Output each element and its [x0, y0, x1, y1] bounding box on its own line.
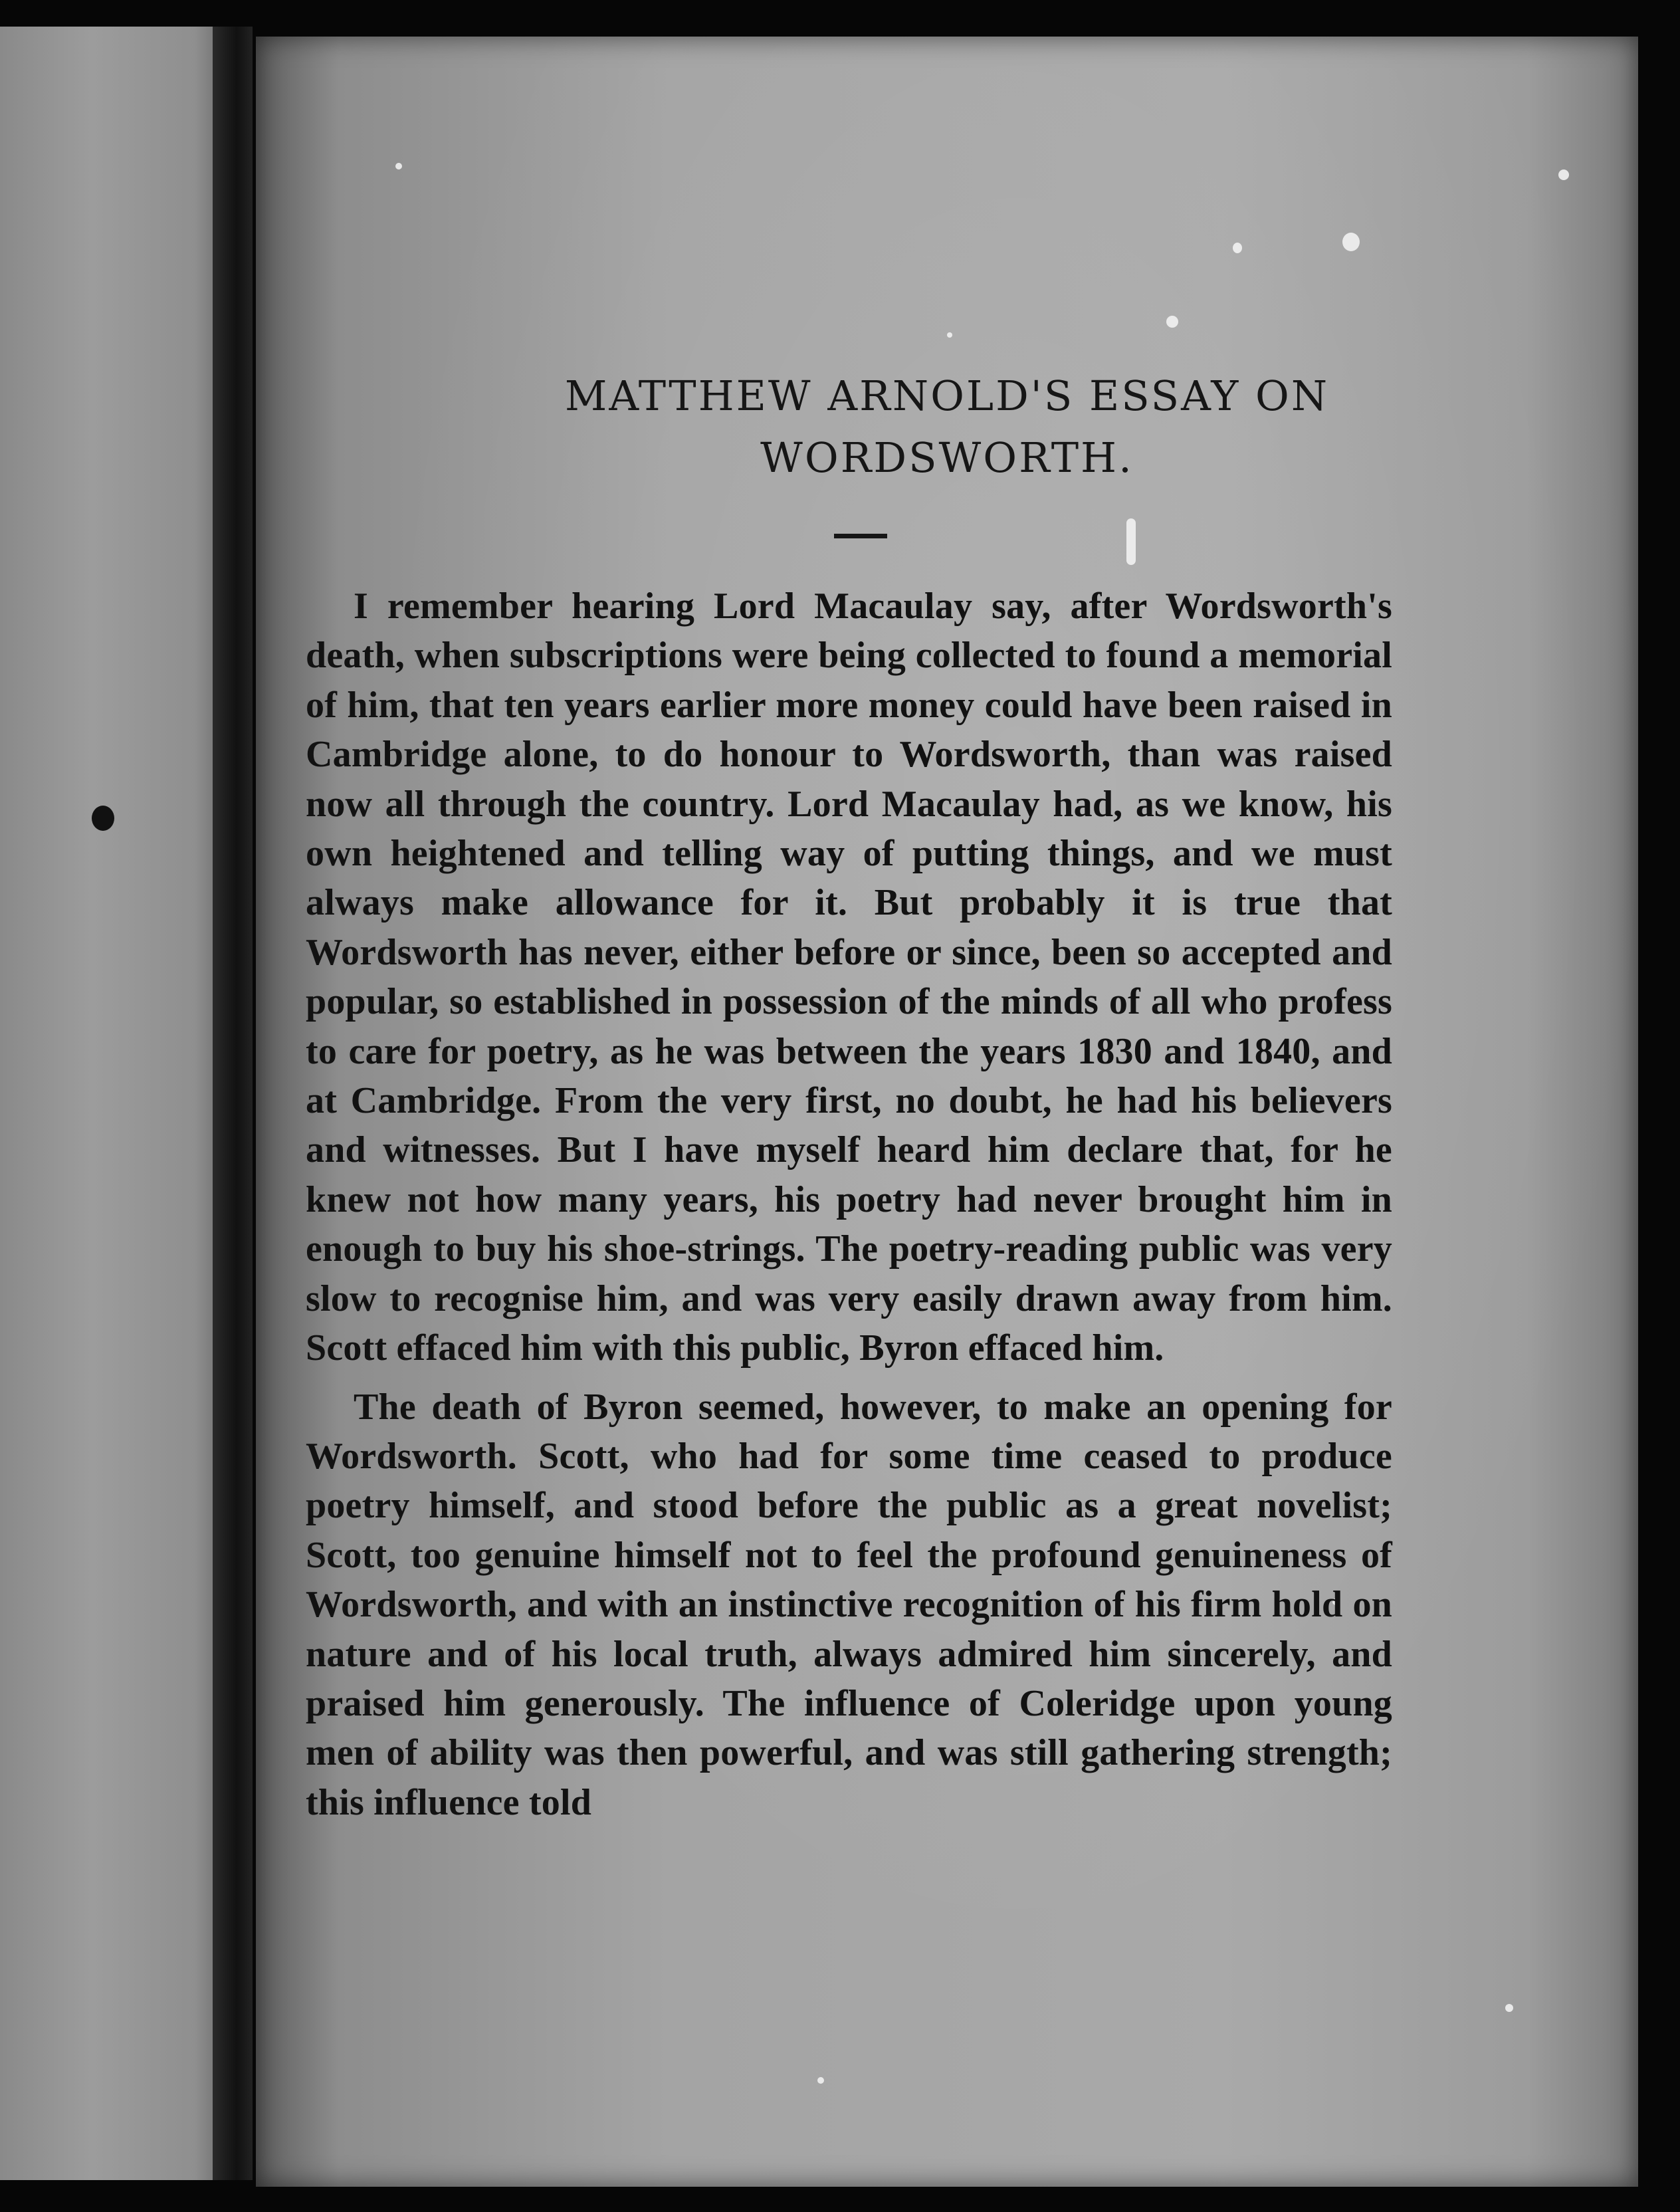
title-rule: [834, 534, 887, 538]
dust-speck: [947, 332, 952, 338]
dust-speck: [1126, 518, 1136, 565]
paragraph: The death of Byron seemed, however, to make an opening for Wordsworth. Scott, who had for some time ceased to produce poetry himself, and stood before the public as a great novelist; Scott, too genuine himself not to feel the profound genuineness of Wordsworth, and with an instinctive recognition of his firm hold on nature and of his local truth, always admired him sincerely, and praised him generously. The influence of Coleridge upon young men of ability was then powerful, and was still gathering strength; this influence told: [306, 1386, 1392, 1823]
dust-speck: [1233, 243, 1242, 253]
dust-speck: [395, 163, 402, 169]
left-page-edge: [0, 27, 229, 2180]
essay-body: [306, 582, 1392, 1827]
page-title-line-2: WORDSWORTH.: [760, 433, 1134, 482]
dust-speck: [1342, 233, 1360, 251]
book-page: [256, 37, 1638, 2187]
dust-speck: [1166, 316, 1178, 328]
ink-spot: [92, 806, 114, 831]
dust-speck: [817, 2077, 824, 2084]
book-spine-shadow: [213, 27, 253, 2180]
paragraph: I remember hearing Lord Macaulay say, after Wordsworth's death, when subscriptions were being collected to found a memorial of him, that ten years earlier more money could have been raised in Cambridge alone, to do honour to Wordsworth, than was raised now all through the country. Lord Macaulay had, as we know, his own heightened and telling way of putting things, and we must always make allowance for it. But probably it is true that Wordsworth has never, either before or since, been so accepted and popular, so established in possession of the minds of all who profess to care for poetry, as he was between the years 1830 and 1840, and at Cambridge. From the very first, no doubt, he had his believers and witnesses. But I have myself heard him declare that, for he knew not how many years, his poetry had never brought him in enough to buy his shoe-strings. The poetry-reading public was very slow to recognise him, and was very easily drawn away from him. Scott effaced him with this public, Byron effaced him.: [306, 586, 1392, 1369]
dust-speck: [1558, 169, 1569, 180]
dust-speck: [1505, 2004, 1513, 2012]
page-title-line-1: MATTHEW ARNOLD'S ESSAY ON: [564, 372, 1330, 420]
